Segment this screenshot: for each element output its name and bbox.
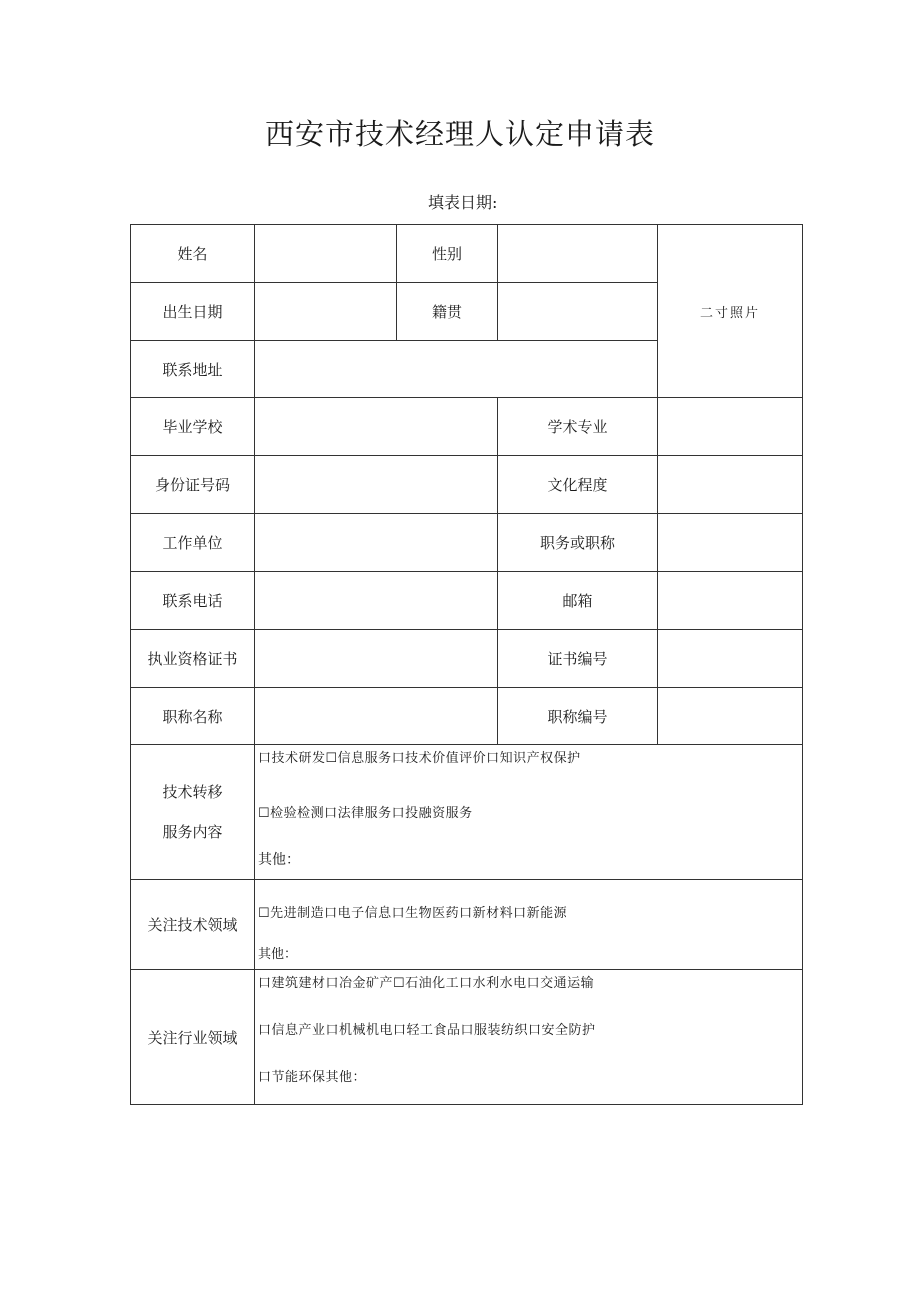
phone-label: 联系电话 — [131, 572, 255, 630]
position-label: 职务或职称 — [498, 514, 658, 572]
industry-field-options-line3[interactable]: 口节能环保其他： — [258, 1070, 367, 1085]
tech-transfer-other[interactable]: 其他： — [258, 852, 300, 868]
tech-transfer-label — [131, 745, 255, 880]
tech-transfer-label-line2: 服务内容 — [162, 823, 223, 841]
tech-field-options[interactable] — [255, 880, 803, 970]
native-place-field[interactable] — [498, 283, 658, 341]
tech-transfer-options-line1[interactable]: 口技术研发☐信息服务口技术价值评价口知识产权保护 — [258, 751, 581, 766]
email-field[interactable] — [658, 572, 803, 630]
employer-label: 工作单位 — [131, 514, 255, 572]
employer-field[interactable] — [255, 514, 498, 572]
birth-date-label: 出生日期 — [131, 283, 255, 341]
title-number-field[interactable] — [658, 688, 803, 745]
native-place-label: 籍贯 — [397, 283, 498, 341]
page-title: 西安市技术经理人认定申请表 — [264, 117, 655, 151]
fill-date-label: 填表日期: — [428, 193, 498, 212]
photo-box[interactable] — [658, 225, 803, 398]
major-label: 学术专业 — [498, 398, 658, 456]
position-field[interactable] — [658, 514, 803, 572]
address-label: 联系地址 — [131, 341, 255, 398]
gender-field[interactable] — [498, 225, 658, 283]
license-field[interactable] — [255, 630, 498, 688]
cert-number-label: 证书编号 — [498, 630, 658, 688]
id-number-label: 身份证号码 — [131, 456, 255, 514]
cert-number-field[interactable] — [658, 630, 803, 688]
tech-transfer-options[interactable] — [255, 745, 803, 880]
name-field[interactable] — [255, 225, 397, 283]
industry-field-options[interactable] — [255, 970, 803, 1105]
tech-field-label: 关注技术领域 — [131, 880, 255, 970]
birth-date-field[interactable] — [255, 283, 397, 341]
phone-field[interactable] — [255, 572, 498, 630]
email-label: 邮箱 — [498, 572, 658, 630]
address-field[interactable] — [255, 341, 658, 398]
school-field[interactable] — [255, 398, 498, 456]
tech-transfer-options-line2[interactable]: ☐检验检测口法律服务口投融资服务 — [258, 806, 473, 821]
title-number-label: 职称编号 — [498, 688, 658, 745]
school-label: 毕业学校 — [131, 398, 255, 456]
industry-field-label: 关注行业领域 — [131, 970, 255, 1105]
industry-field-options-line1[interactable]: 口建筑建材口冶金矿产☐石油化工口水利水电口交通运输 — [258, 976, 595, 991]
title-name-field[interactable] — [255, 688, 498, 745]
license-label: 执业资格证书 — [131, 630, 255, 688]
education-label: 文化程度 — [498, 456, 658, 514]
title-name-label: 职称名称 — [131, 688, 255, 745]
tech-field-options-line1[interactable]: ☐先进制造口电子信息口生物医药口新材料口新能源 — [258, 906, 568, 921]
gender-label: 性别 — [397, 225, 498, 283]
industry-field-options-line2[interactable]: 口信息产业口机械机电口轻工食品口服装纺织口安全防护 — [258, 1023, 596, 1038]
education-field[interactable] — [658, 456, 803, 514]
id-number-field[interactable] — [255, 456, 498, 514]
tech-field-other[interactable]: 其他： — [258, 947, 298, 962]
photo-label: 二寸照片 — [699, 305, 760, 321]
tech-transfer-label-line1: 技术转移 — [162, 783, 223, 801]
application-form-table — [130, 224, 803, 1105]
major-field[interactable] — [658, 398, 803, 456]
name-label: 姓名 — [131, 225, 255, 283]
